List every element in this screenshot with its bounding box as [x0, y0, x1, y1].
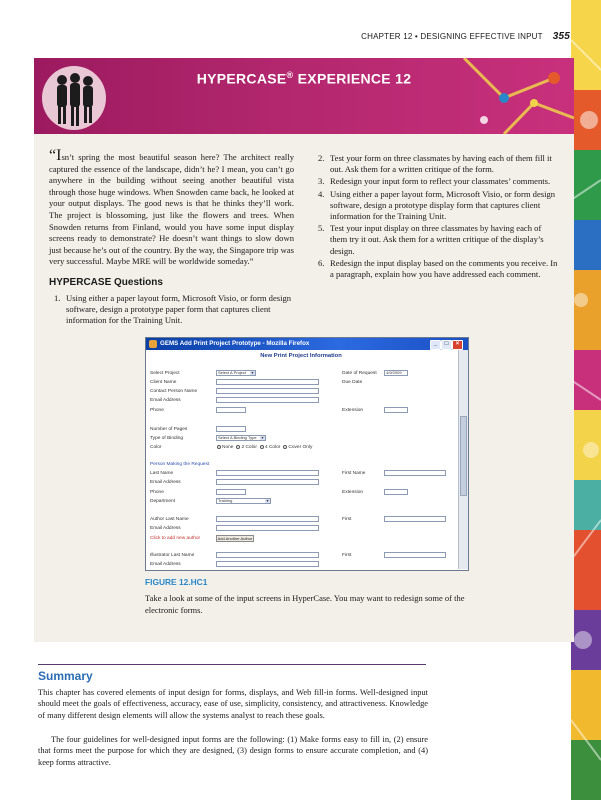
questions-right-column — [313, 153, 559, 281]
hypercase-banner — [34, 58, 574, 134]
author-last-name-input[interactable] — [216, 516, 319, 522]
last-name-input[interactable] — [216, 470, 319, 476]
questions-left-column — [49, 293, 294, 328]
intro-dropcap: “I — [49, 147, 62, 164]
summary-paragraph-1: This chapter has covered elements of input design for forms, displays, and Web fill-in forms. Well-designed input should meet the goals of effectiveness, accuracy, ease of use, simplicity, consistency, and attractiveness. Knowledge of many different design elements will allow the systems analyst to reach these goals. — [38, 688, 428, 720]
radio-4-color[interactable] — [260, 445, 264, 449]
summary-heading: Summary — [38, 669, 93, 683]
author-first-label: First — [342, 517, 352, 522]
question-item: 2. Test your form on three classmates by having each of them fill it out. Ask them for a written critique of the form. — [318, 153, 552, 175]
summary-divider — [38, 664, 426, 665]
extension-input[interactable] — [384, 407, 408, 413]
author-first-input[interactable] — [384, 516, 446, 522]
select-project-dropdown[interactable]: Select A Project ▾ — [216, 370, 256, 376]
form-screenshot-window — [145, 337, 469, 571]
add-another-author-button[interactable]: Add Another Author — [217, 536, 253, 541]
radio-cover-only[interactable] — [283, 445, 287, 449]
question-item: 3. Redesign your input form to reflect your classmates’ comments. — [318, 176, 551, 187]
question-item: 5. Test your input display on three classmates by having each of them try it out. Ask them for a written critique of the display’s design. — [318, 223, 544, 256]
first-name-input[interactable] — [384, 470, 446, 476]
window-title: GEMS Add Print Project Prototype - Mozilla Firefox — [160, 340, 310, 347]
firefox-icon — [149, 340, 157, 348]
contact-person-input[interactable] — [216, 388, 319, 394]
department-label: Department — [150, 499, 176, 504]
number-of-pages-input[interactable] — [216, 426, 246, 432]
scrollbar-thumb[interactable] — [460, 416, 467, 496]
radio-none[interactable] — [217, 445, 221, 449]
figure-label: FIGURE 12.HC1 — [145, 577, 208, 587]
question-item: 6. Redesign the input display based on the comments you receive. In a paragraph, explain how you have addressed each comment. — [318, 257, 558, 280]
color-label: Color — [150, 445, 162, 450]
maximize-button[interactable]: □ — [441, 340, 452, 350]
question-item: 1. Using either a paper layout form, Microsoft Visio, or form design software, design a prototype paper form that captures client information for the Training Unit. — [54, 293, 292, 326]
requester-email-input[interactable] — [216, 479, 319, 485]
running-header — [330, 31, 570, 42]
decorative-side-strip — [571, 0, 601, 800]
phone-input[interactable] — [216, 407, 246, 413]
first-name-label: First Name — [342, 471, 366, 476]
figure-caption: Take a look at some of the input screens in HyperCase. You may want to redesign some of the electronic forms. — [145, 593, 465, 615]
email-label: Email Address — [150, 398, 181, 403]
radio-2-color[interactable] — [236, 445, 240, 449]
requester-phone-input[interactable] — [216, 489, 246, 495]
date-of-request-input[interactable]: 4/9/2009 — [384, 370, 408, 376]
date-of-request-label: Date of Request — [342, 371, 377, 376]
add-author-link[interactable]: Click to add new author — [150, 536, 201, 541]
banner-title: HYPERCASE® EXPERIENCE 12 — [196, 70, 412, 87]
client-name-label: Client Name — [150, 380, 177, 385]
question-item: 4. Using either a paper layout form, Microsoft Visio, or form design software, design a prototype display form that captures client information for the Training Unit. — [318, 188, 556, 222]
summary-paragraph-2: The four guidelines for well-designed input forms are the following: (1) Make forms easy to fill in, (2) ensure that forms meet the purpose for which they are designed, (3) design forms to ensure accurate completion, and (4) keep forms attractive. — [38, 735, 428, 767]
department-dropdown[interactable]: Training ▾ — [216, 498, 271, 504]
binding-dropdown[interactable]: Select A Binding Type ▾ — [216, 435, 266, 441]
select-project-label: Select Project — [150, 371, 180, 376]
close-button[interactable]: × — [452, 340, 463, 350]
intro-text: sn’t spring the most beautiful season here? The architect really captured the essence of the landscape, didn’t he? I mean, you can’t go anywhere in the building without seeing another beautiful vista through those huge windows. When Snowden came back, he looked at your output displays. The good news is that he thinks they’ll work. The project is blossoming, just like the flowers and trees. When Snowden returns from Finland, would you have some input display screens ready to demonstrate? He doesn’t want things to slow down just because he’s out of the country. By the way, the Singapore trip was very successful. Maybe MRE will be worldwide someday.” — [49, 152, 294, 267]
due-date-label: Due Date — [342, 380, 363, 385]
illustrator-last-name-label: Illustrator Last Name — [150, 553, 195, 558]
requester-email-label: Email Address — [150, 480, 181, 485]
person-making-request-label: Person Making the Request — [150, 462, 210, 467]
requester-extension-label: Extension — [342, 490, 364, 495]
phone-label: Phone — [150, 408, 164, 413]
last-name-label: Last Name — [150, 471, 174, 476]
author-email-label: Email Address — [150, 526, 181, 531]
email-input[interactable] — [216, 397, 319, 403]
page-number: 355 — [552, 31, 570, 42]
illustrator-first-label: First — [342, 553, 352, 558]
illustrator-first-input[interactable] — [384, 552, 446, 558]
illustrator-email-label: Email Address — [150, 562, 181, 567]
vertical-scrollbar[interactable] — [458, 350, 468, 569]
form-title: New Print Project Information — [260, 353, 342, 359]
requester-extension-input[interactable] — [384, 489, 408, 495]
author-email-input[interactable] — [216, 525, 319, 531]
chapter-title: CHAPTER 12 • DESIGNING EFFECTIVE INPUT — [361, 32, 543, 41]
author-last-name-label: Author Last Name — [150, 517, 189, 522]
number-of-pages-label: Number of Pages — [150, 427, 188, 432]
contact-person-label: Contact Person Name — [150, 389, 198, 394]
color-radio-group[interactable]: None 2 Color 4 Color Cover Only — [214, 445, 312, 450]
window-titlebar — [146, 338, 468, 350]
questions-heading: HYPERCASE Questions — [49, 277, 163, 288]
requester-phone-label: Phone — [150, 490, 164, 495]
type-of-binding-label: Type of Binding — [150, 436, 184, 441]
intro-paragraph — [49, 147, 294, 268]
illustrator-email-input[interactable] — [216, 561, 319, 567]
decorative-side-art — [571, 0, 601, 800]
minimize-button[interactable]: _ — [430, 340, 441, 350]
illustrator-last-name-input[interactable] — [216, 552, 319, 558]
extension-label: Extension — [342, 408, 364, 413]
client-name-input[interactable] — [216, 379, 319, 385]
